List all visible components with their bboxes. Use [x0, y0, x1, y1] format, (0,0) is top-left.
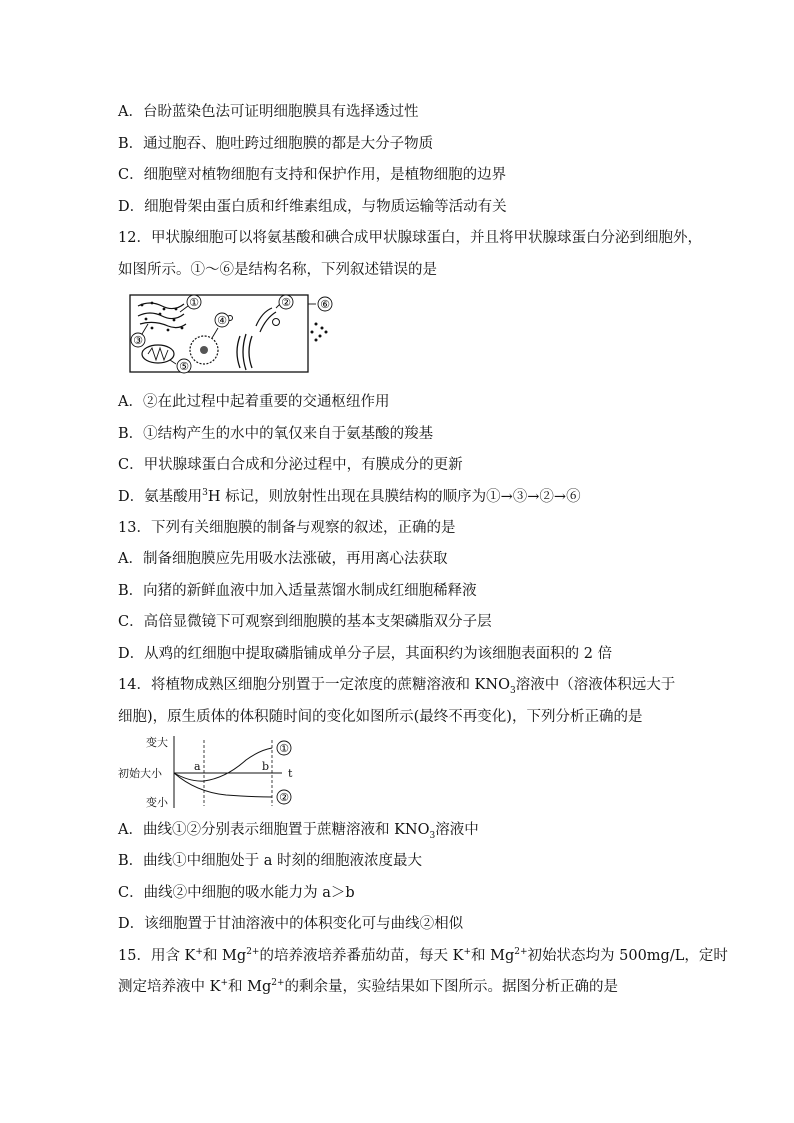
q11-option-b: B．通过胞吞、胞吐跨过细胞膜的都是大分子物质 [118, 136, 434, 152]
fig-label-2: ② [281, 296, 291, 309]
q13-option-a: A．制备细胞膜应先用吸水法涨破，再用离心法获取 [118, 551, 448, 567]
x-axis-label: t [288, 767, 293, 780]
q14-option-c: C．曲线②中细胞的吸水能力为 a＞b [118, 885, 355, 901]
time-mark-b: b [262, 760, 270, 773]
y-label-mid: 初始大小 [118, 767, 162, 780]
fig-label-6: ⑥ [320, 298, 330, 311]
q13-option-d: D．从鸡的红细胞中提取磷脂铺成单分子层，其面积约为该细胞表面积的 2 倍 [118, 646, 613, 662]
q14-option-d: D．该细胞置于甘油溶液中的体积变化可与曲线②相似 [118, 916, 464, 932]
q12-option-b: B．①结构产生的水中的氧仅来自于氨基酸的羧基 [118, 426, 434, 442]
q14-volume-graph [116, 734, 306, 810]
q11-option-d: D．细胞骨架由蛋白质和纤维素组成，与物质运输等活动有关 [118, 199, 507, 215]
curve-label-2: ② [279, 791, 289, 804]
q13-option-c: C．高倍显微镜下可观察到细胞膜的基本支架磷脂双分子层 [118, 614, 492, 630]
q13-stem: 13．下列有关细胞膜的制备与观察的叙述，正确的是 [118, 520, 456, 536]
fig-label-5: ⑤ [179, 360, 189, 373]
fig-label-3: ③ [133, 334, 143, 347]
q12-stem-line2: 如图所示。①～⑥是结构名称，下列叙述错误的是 [118, 262, 437, 278]
q12-option-d: D．氨基酸用$^3$H 标记，则放射性出现在具膜结构的顺序为①→③→②→⑥ [118, 488, 581, 505]
y-label-bottom: 变小 [146, 796, 168, 809]
fig-label-1: ① [189, 296, 199, 309]
q14-option-b: B．曲线①中细胞处于 a 时刻的细胞液浓度最大 [118, 853, 423, 869]
q11-option-c: C．细胞壁对植物细胞有支持和保护作用，是植物细胞的边界 [118, 167, 507, 183]
q12-option-c: C．甲状腺球蛋白合成和分泌过程中，有膜成分的更新 [118, 457, 463, 473]
curve-label-1: ① [279, 742, 289, 755]
time-mark-a: a [194, 760, 201, 773]
q14-stem-line1: 14．将植物成熟区细胞分别置于一定浓度的蔗糖溶液和 $KNO_3$溶液中（溶液体积远大于 [118, 677, 676, 696]
q12-cell-figure [128, 292, 348, 376]
q12-option-a: A．②在此过程中起着重要的交通枢纽作用 [118, 394, 390, 410]
q15-stem-line1: 15．用含 K+和 $Mg^{2+}$的培养液培养番茄幼苗，每天 K+和 $Mg^{2+}$初始状态均为 500mg/L，定时 [118, 947, 728, 964]
fig-label-4: ④ [217, 314, 227, 327]
q13-option-b: B．向猪的新鲜血液中加入适量蒸馏水制成红细胞稀释液 [118, 583, 477, 599]
q11-option-a: A．台盼蓝染色法可证明细胞膜具有选择透过性 [118, 104, 419, 120]
q14-option-a: A．曲线①②分别表示细胞置于蔗糖溶液和 $KNO_3$溶液中 [118, 822, 479, 841]
y-label-top: 变大 [146, 736, 168, 749]
q12-stem-line1: 12．甲状腺细胞可以将氨基酸和碘合成甲状腺球蛋白，并且将甲状腺球蛋白分泌到细胞外， [118, 230, 702, 246]
q14-stem-line2: 细胞)，原生质体的体积随时间的变化如图所示(最终不再变化)，下列分析正确的是 [118, 709, 643, 725]
q15-stem-line2: 测定培养液中 K+和 $Mg^{2+}$的剩余量，实验结果如下图所示。据图分析正确的是 [118, 978, 619, 995]
